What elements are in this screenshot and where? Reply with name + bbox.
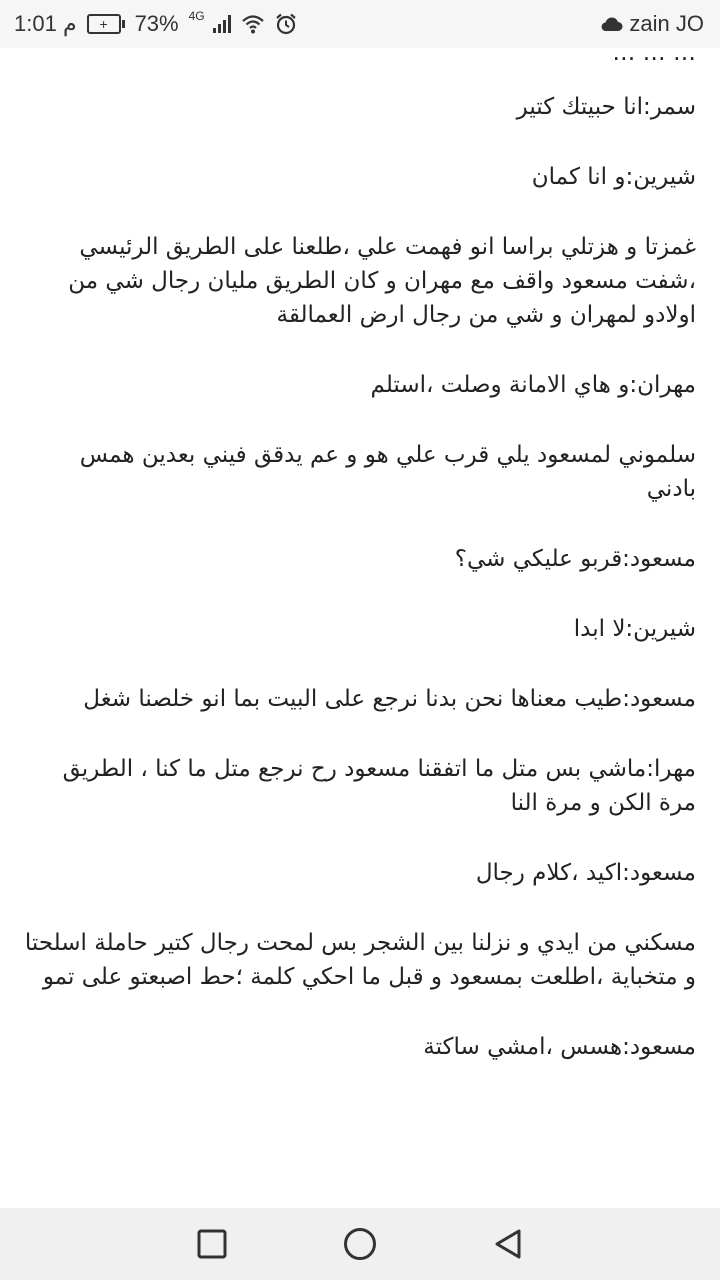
home-button[interactable]	[343, 1227, 377, 1261]
triangle-icon	[493, 1228, 523, 1260]
square-icon	[197, 1229, 227, 1259]
battery-percent: 73%	[134, 11, 179, 36]
story-text	[0, 36, 720, 1064]
story-paragraph: شيرين:لا ابدا	[573, 616, 696, 642]
clock: 1:01 م	[14, 11, 77, 36]
navigation-bar	[0, 1208, 720, 1280]
story-paragraph: سلموني لمسعود يلي قرب علي هو و عم يدقق فيني بعدين همس بادني	[79, 442, 696, 502]
story-paragraph: مسكني من ايدي و نزلنا بين الشجر بس لمحت رجال كتير حاملة اسلحتا و متخباية ،اطلعت بمسعود و قبل ما احكي كلمة ؛حط اصبعتو على تمو	[24, 930, 696, 990]
signal-icon	[213, 15, 231, 33]
story-paragraph: مهرا:ماشي بس متل ما اتفقنا مسعود رح نرجع متل ما كنا ، الطريق مرة الكن و مرة النا	[62, 756, 696, 816]
carrier-name: zain JO	[629, 11, 704, 36]
cut-off-line: … … …	[612, 40, 696, 66]
story-scroll-area[interactable]	[0, 40, 720, 1208]
wifi-icon	[241, 14, 265, 34]
back-button[interactable]	[493, 1228, 523, 1260]
story-paragraph: مسعود:اكيد ،كلام رجال	[475, 860, 696, 886]
story-paragraph: غمزتا و هزتلي براسا انو فهمت علي ،طلعنا على الطريق الرئيسي ،شفت مسعود واقف مع مهران و كان الطريق مليان رجال شي من اولادو لمهران و شي من رجال ارض العمالقة	[68, 234, 696, 328]
network-type: 4G	[188, 9, 205, 23]
story-paragraph: مسعود:طيب معناها نحن بدنا نرجع على البيت بما انو خلصنا شغل	[83, 686, 696, 712]
story-paragraph: شيرين:و انا كمان	[531, 164, 696, 190]
story-paragraph: مهران:و هاي الامانة وصلت ،استلم	[370, 372, 696, 398]
cloud-icon	[599, 16, 623, 32]
battery-icon: +	[87, 14, 125, 34]
story-paragraph: مسعود:قربو عليكي شي؟	[454, 546, 696, 572]
circle-icon	[343, 1227, 377, 1261]
story-paragraph: مسعود:هسس ،امشي ساكتة	[423, 1034, 696, 1060]
alarm-icon	[275, 13, 297, 35]
recents-button[interactable]	[197, 1229, 227, 1259]
story-paragraph: سمر:انا حبيتك كتير	[516, 94, 696, 120]
